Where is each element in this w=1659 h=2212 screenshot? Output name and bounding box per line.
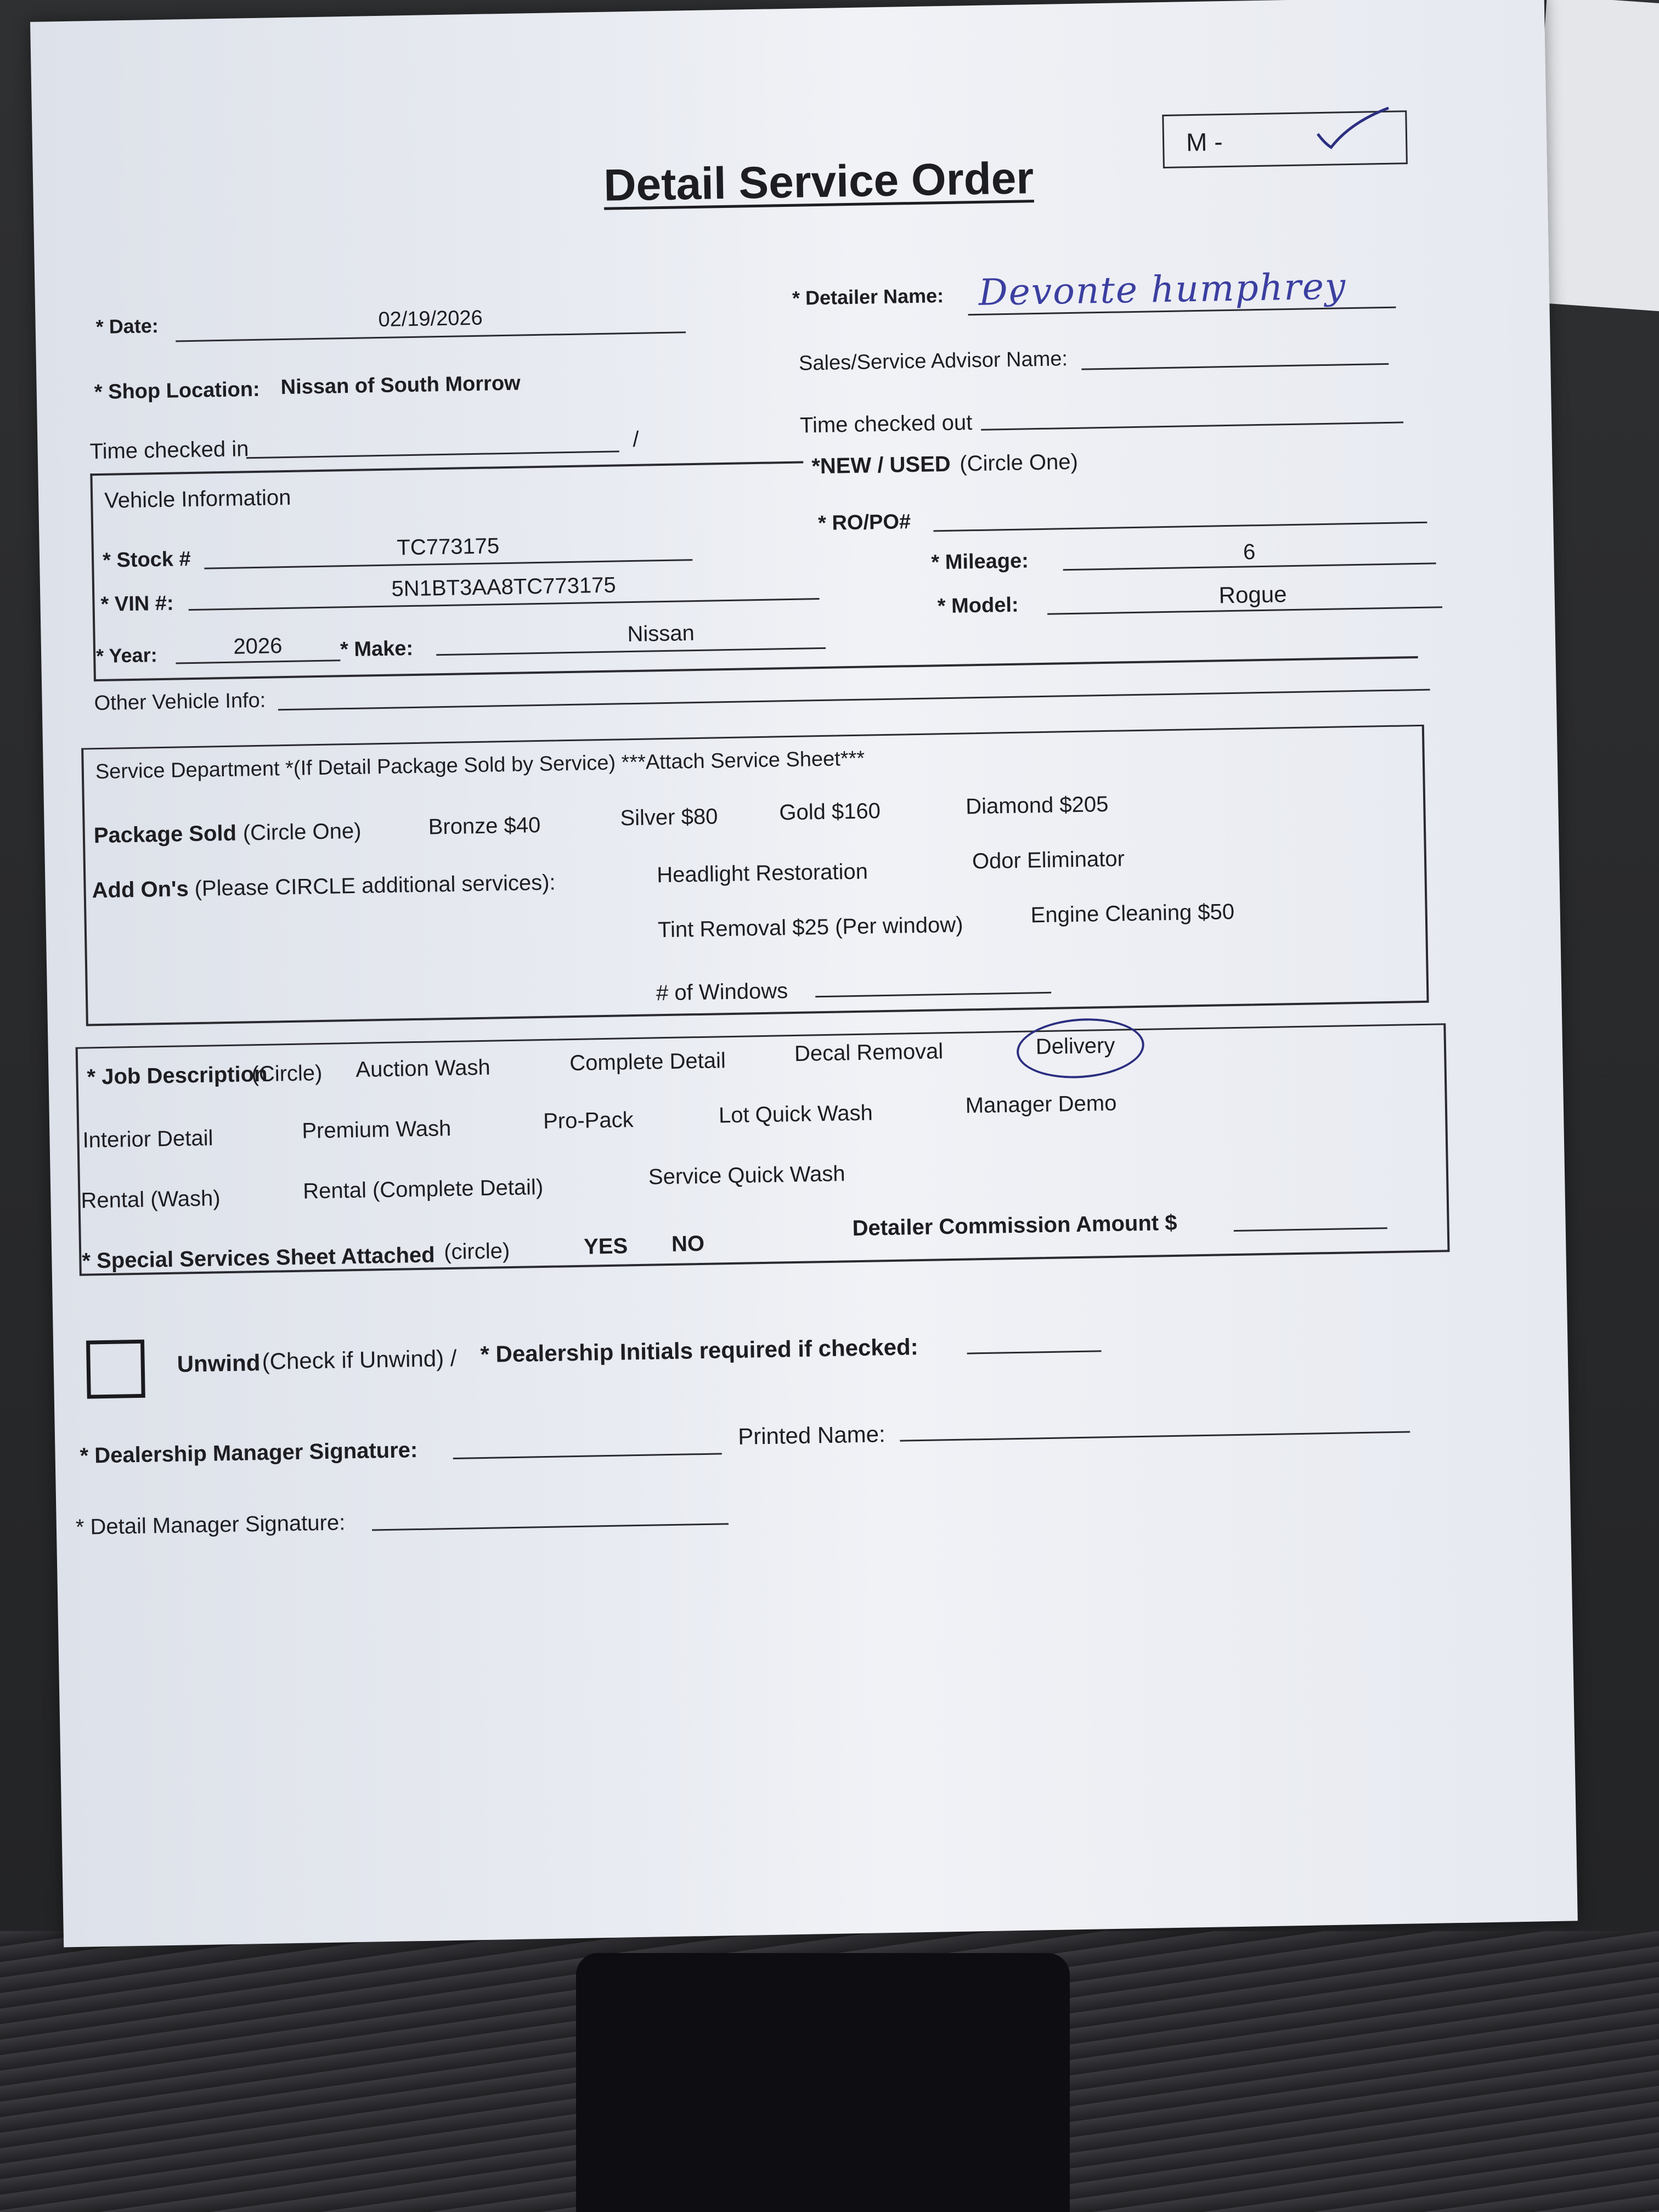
service-order-form [30, 0, 1578, 1947]
form-title: Detail Service Order [603, 153, 1035, 211]
addons-label: Add On's [92, 877, 189, 903]
unwind-checkbox[interactable] [86, 1340, 145, 1399]
addons-note: (Please CIRCLE additional services): [194, 870, 556, 901]
vehicle-info-label: Vehicle Information [104, 485, 291, 513]
package-circle-note: (Circle One) [242, 819, 362, 845]
job-lot-quick-wash[interactable]: Lot Quick Wash [718, 1101, 873, 1128]
sales-advisor-label: Sales/Service Advisor Name: [798, 347, 1068, 375]
new-used-label: *NEW / USED [811, 452, 951, 479]
dealership-manager-sig-label: * Dealership Manager Signature: [80, 1438, 418, 1468]
time-in-label: Time checked in [89, 437, 249, 464]
shop-location-value: Nissan of South Morrow [280, 371, 521, 399]
special-services-label: * Special Services Sheet Attached [82, 1243, 435, 1273]
unwind-label: Unwind [177, 1350, 261, 1377]
job-delivery[interactable]: Delivery [1035, 1033, 1115, 1059]
mileage-label: * Mileage: [931, 549, 1029, 574]
m-box[interactable] [1162, 110, 1408, 168]
stock-label: * Stock # [102, 548, 191, 572]
date-value: 02/19/2026 [378, 306, 483, 332]
job-decal-removal[interactable]: Decal Removal [794, 1039, 944, 1066]
commission-label: Detailer Commission Amount $ [852, 1210, 1177, 1241]
mileage-value: 6 [1243, 540, 1256, 565]
other-info-field[interactable] [278, 689, 1430, 711]
year-label: * Year: [95, 644, 157, 668]
special-no[interactable]: NO [671, 1231, 705, 1256]
make-value: Nissan [627, 621, 695, 647]
make-label: * Make: [340, 636, 414, 662]
time-out-field[interactable] [981, 421, 1403, 430]
vin-label: * VIN #: [100, 591, 174, 616]
special-yes[interactable]: YES [583, 1234, 628, 1259]
addon-tint[interactable]: Tint Removal $25 (Per window) [657, 912, 963, 943]
job-auction-wash[interactable]: Auction Wash [356, 1055, 491, 1082]
job-rental-complete[interactable]: Rental (Complete Detail) [302, 1175, 544, 1204]
year-value: 2026 [233, 634, 283, 659]
detail-manager-sig-label: * Detail Manager Signature: [75, 1510, 346, 1539]
printed-name-field[interactable] [900, 1431, 1410, 1441]
detail-manager-sig-field[interactable] [372, 1523, 729, 1531]
new-used-circle-note: (Circle One) [959, 449, 1079, 476]
service-dept-header: Service Department *(If Detail Package Sold by Service) ***Attach Service Sheet*** [95, 747, 865, 784]
dark-fabric [576, 1953, 1070, 2212]
dealership-initials-field[interactable] [967, 1350, 1102, 1354]
dealership-initials-label: * Dealership Initials required if checked: [480, 1334, 919, 1368]
shop-location-label: * Shop Location: [94, 377, 260, 404]
sales-advisor-field[interactable] [1081, 363, 1389, 370]
job-rental-wash[interactable]: Rental (Wash) [81, 1186, 221, 1213]
time-out-label: Time checked out [799, 410, 973, 438]
job-complete-detail[interactable]: Complete Detail [569, 1048, 726, 1076]
checkmark-icon [1312, 103, 1395, 154]
job-service-quick-wash[interactable]: Service Quick Wash [648, 1161, 845, 1189]
package-label: Package Sold [93, 821, 237, 848]
time-separator: / [633, 427, 639, 452]
time-in-field[interactable] [246, 450, 619, 459]
detailer-name-label: * Detailer Name: [792, 284, 944, 309]
job-circle-note: (Circle) [251, 1061, 323, 1087]
addon-headlight[interactable]: Headlight Restoration [656, 859, 868, 888]
addon-engine[interactable]: Engine Cleaning $50 [1030, 899, 1235, 928]
dealership-manager-sig-field[interactable] [453, 1453, 722, 1459]
special-circle-note: (circle) [443, 1239, 510, 1265]
detailer-signature: Devonte humphrey [978, 265, 1347, 314]
package-gold[interactable]: Gold $160 [778, 799, 881, 825]
date-label: * Date: [95, 314, 159, 338]
stock-value: TC773175 [397, 534, 500, 560]
model-label: * Model: [937, 593, 1019, 618]
package-bronze[interactable]: Bronze $40 [428, 812, 541, 839]
ro-po-label: * RO/PO# [817, 510, 911, 535]
vin-value: 5N1BT3AA8TC773175 [391, 573, 617, 601]
unwind-note: (Check if Unwind) / [262, 1345, 457, 1374]
job-pro-pack[interactable]: Pro-Pack [543, 1108, 634, 1133]
m-box-label: M - [1186, 127, 1223, 157]
windows-label: # of Windows [656, 979, 788, 1006]
printed-name-label: Printed Name: [737, 1421, 886, 1449]
job-manager-demo[interactable]: Manager Demo [965, 1091, 1117, 1118]
job-interior-detail[interactable]: Interior Detail [82, 1126, 213, 1153]
other-info-label: Other Vehicle Info: [94, 689, 266, 715]
package-silver[interactable]: Silver $80 [620, 804, 718, 831]
job-label: * Job Description [87, 1062, 268, 1090]
addon-odor[interactable]: Odor Eliminator [972, 847, 1125, 874]
model-value: Rogue [1218, 581, 1287, 608]
package-diamond[interactable]: Diamond $205 [965, 792, 1109, 819]
job-premium-wash[interactable]: Premium Wash [301, 1116, 452, 1143]
date-field[interactable] [176, 331, 686, 342]
